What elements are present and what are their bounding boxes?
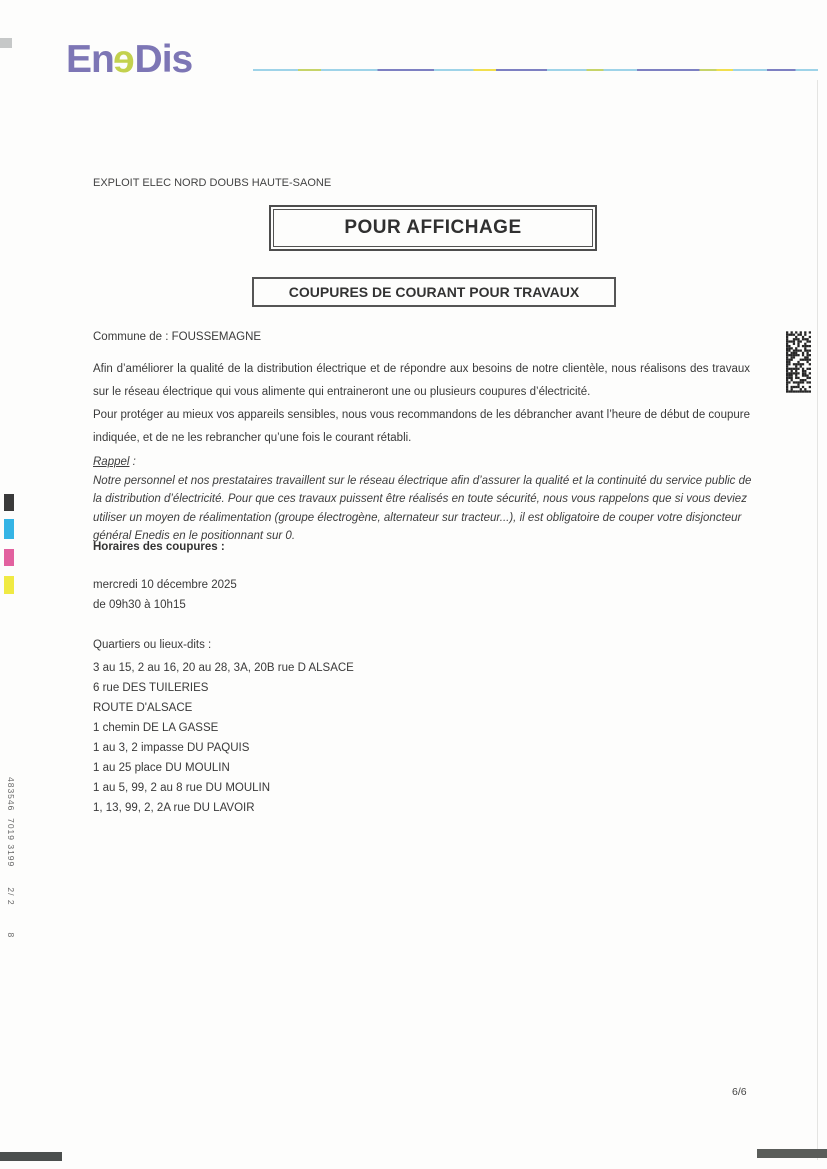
location-item: 1 au 5, 99, 2 au 8 rue DU MOULIN <box>93 782 271 794</box>
logo-green-e: e <box>113 38 135 81</box>
scan-artifact-top-left <box>0 38 12 48</box>
enedis-logo <box>66 40 192 79</box>
location-item: 1, 13, 99, 2, 2A rue DU LAVOIR <box>93 802 255 814</box>
calibration-mark-magenta <box>4 549 14 566</box>
intro-paragraph: Afin d’améliorer la qualité de la distribution électrique et de répondre aux besoins de notre clientèle, nous réalisons des travaux sur le réseau électrique qui vous alimente qui entraineront une ou plusieurs coupures d’électricité. <box>93 363 750 398</box>
scan-artifact-bottom-left <box>0 1152 62 1161</box>
location-item: 3 au 15, 2 au 16, 20 au 28, 3A, 20B rue D ALSACE <box>93 662 354 674</box>
location-item: 6 rue DES TUILERIES <box>93 682 209 694</box>
location-item: ROUTE D'ALSACE <box>93 702 193 714</box>
logo-text-segment: En <box>66 38 114 81</box>
scan-edge-line <box>817 80 818 1160</box>
banner-title: POUR AFFICHAGE <box>273 209 593 247</box>
rappel-label: Rappel <box>93 456 130 468</box>
advice-paragraph: Pour protéger au mieux vos appareils sensibles, nous vous recommandons de les débrancher avant l’heure de début de coupure indiquée, et de ne les rebrancher qu’une fois le courant rétabli. <box>93 409 750 444</box>
schedule-date: mercredi 10 décembre 2025 <box>93 579 237 591</box>
calibration-mark-black <box>4 494 14 511</box>
location-item: 1 au 25 place DU MOULIN <box>93 762 230 774</box>
logo-text-segment: Dis <box>134 38 193 81</box>
brand-divider-line <box>253 69 818 71</box>
locations-heading: Quartiers ou lieux-dits : <box>93 639 212 651</box>
page-number: 6/6 <box>732 1086 747 1098</box>
rappel-section <box>93 453 755 546</box>
datamatrix-barcode <box>786 329 811 395</box>
rappel-separator: : <box>129 456 136 468</box>
locations-list <box>93 658 354 818</box>
margin-reference-number: 483546 7019 3199 2/ 2 8 <box>6 777 16 939</box>
calibration-mark-yellow <box>4 576 14 594</box>
location-item: 1 au 3, 2 impasse DU PAQUIS <box>93 742 250 754</box>
schedule-time: de 09h30 à 10h15 <box>93 599 186 611</box>
scan-artifact-bottom-right <box>757 1149 827 1158</box>
location-item: 1 chemin DE LA GASSE <box>93 722 219 734</box>
commune-line: Commune de : FOUSSEMAGNE <box>93 331 262 343</box>
calibration-mark-cyan <box>4 519 14 539</box>
pour-affichage-banner <box>269 205 597 251</box>
department-name: EXPLOIT ELEC NORD DOUBS HAUTE-SAONE <box>93 177 332 189</box>
rappel-body: Notre personnel et nos prestataires travaillent sur le réseau électrique afin d’assurer la qualité et la continuité du service public de la distribution d’électricité. Pour que ces travaux puissent être réalisés en toute sécurité, nous vous rappelons que si vous deviez utiliser un moyen de réalimentation (groupe électrogène, alternateur sur tracteur...), il est obligatoire de couper votre disjoncteur général Enedis en le positionnant sur 0. <box>93 474 752 542</box>
notice-subject: COUPURES DE COURANT POUR TRAVAUX <box>252 277 616 307</box>
schedule-heading: Horaires des coupures : <box>93 541 225 553</box>
